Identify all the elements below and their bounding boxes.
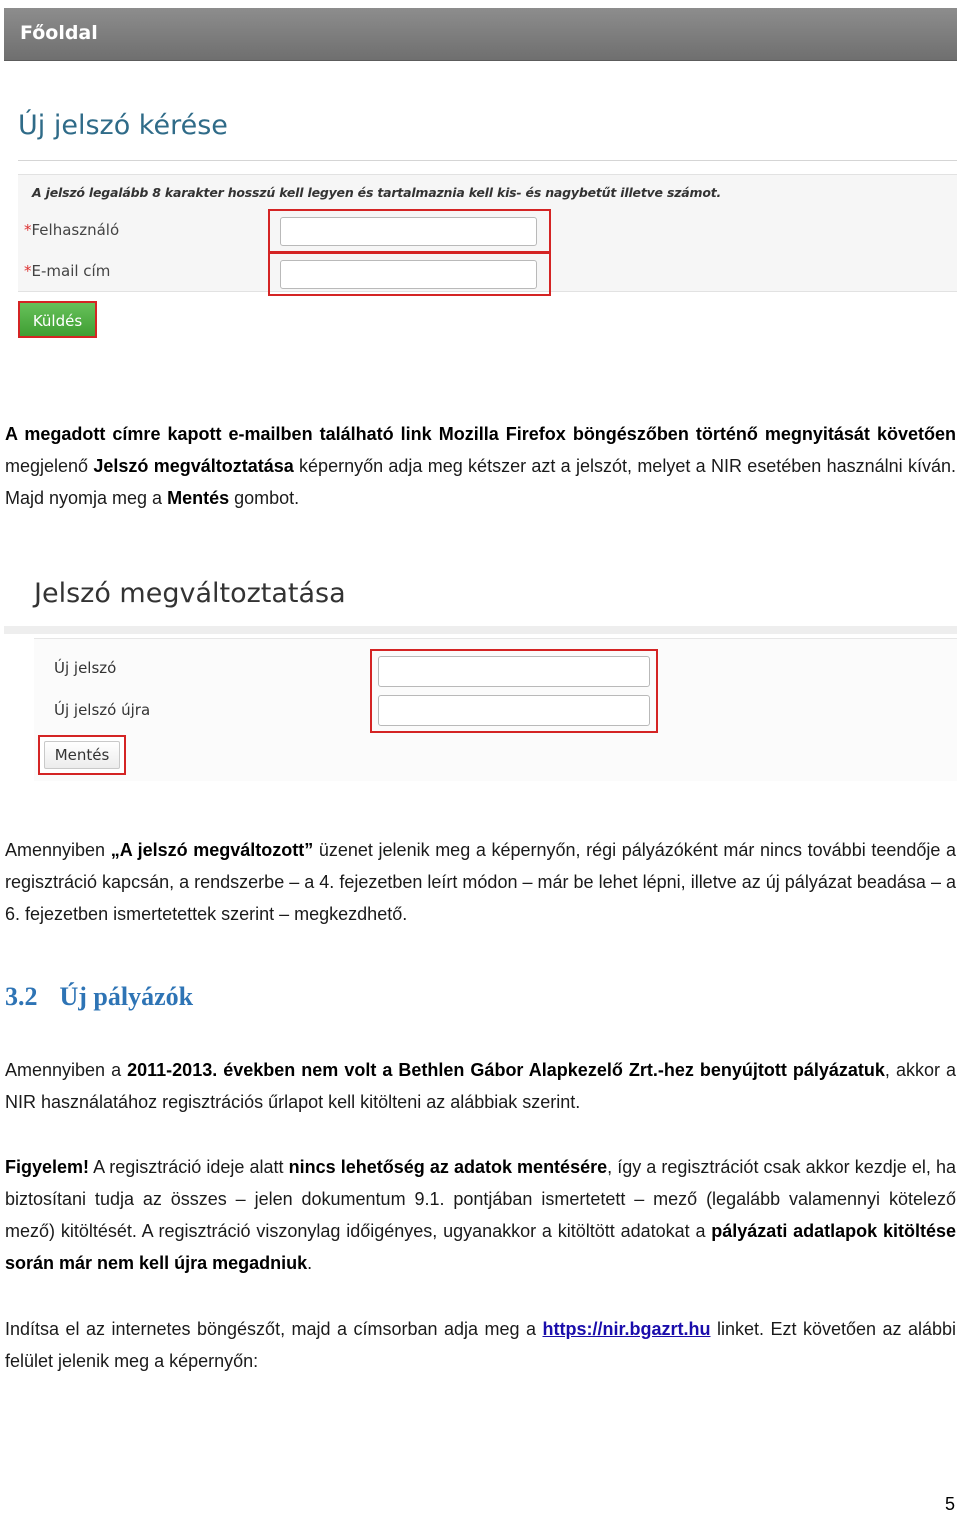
change-password-title: Jelszó megváltoztatása bbox=[34, 578, 346, 609]
email-input[interactable] bbox=[280, 260, 537, 289]
new-password-again-label: Új jelszó újra bbox=[54, 701, 151, 719]
title-divider bbox=[18, 160, 957, 161]
change-password-screenshot bbox=[4, 548, 957, 780]
username-highlight bbox=[268, 209, 551, 253]
section-heading bbox=[5, 982, 193, 1012]
nir-link[interactable]: https://nir.bgazrt.hu bbox=[542, 1319, 711, 1339]
home-nav-link[interactable]: Főoldal bbox=[20, 22, 98, 44]
save-button[interactable] bbox=[38, 735, 126, 775]
section-title: Új pályázók bbox=[59, 982, 194, 1011]
page-number: 5 bbox=[944, 1494, 955, 1514]
title-bar bbox=[4, 626, 957, 634]
required-mark: * bbox=[24, 262, 32, 280]
intro-paragraph: A megadott címre kapott e-mailben található link Mozilla Firefox böngészőben történő megnyitását követően megjelenő Jelszó megváltoztatása képernyőn adja meg kétszer azt a jelszót, melyet a NIR esetében használni kíván. Majd nyomja meg a Mentés gombot. bbox=[5, 424, 956, 508]
password-fields-highlight bbox=[370, 649, 658, 733]
email-highlight bbox=[268, 252, 551, 296]
new-applicants-paragraph: Amennyiben a 2011-2013. években nem volt a Bethlen Gábor Alapkezelő Zrt.-hez benyújtott pályázatuk, akkor a NIR használatához regisztrációs űrlapot kell kitölteni az alábbiak szerint. bbox=[5, 1060, 956, 1112]
username-input[interactable] bbox=[280, 217, 537, 246]
username-label: *Felhasználó bbox=[24, 221, 120, 239]
save-button-label: Mentés bbox=[44, 741, 120, 769]
after-change-paragraph: Amennyiben „A jelszó megváltozott” üzenet jelenik meg a képernyőn, régi pályázóként már nincs további teendője a regisztráció kapcsán, a rendszerbe – a 4. fejezetben leírt módon – már be lehet lépni, illetve az új pályázat beadása – a 6. fejezetben ismertetettek szerint – megkezdhető. bbox=[5, 840, 957, 924]
send-button[interactable]: Küldés bbox=[18, 301, 97, 338]
new-password-again-input[interactable] bbox=[378, 695, 650, 726]
warning-paragraph: Figyelem! A regisztráció ideje alatt nincs lehetőség az adatok mentésére, így a regisztrációt csak akkor kezdje el, ha biztosítani tudja az összes – jelen dokumentum 9.1. pontjában ismertetett – mező (legalább valamennyi kötelező mező) kitöltését. A regisztráció viszonylag időigényes, ugyanakkor a kitöltött adatokat a pályázati adatlapok kitöltése során már nem kell újra megadniuk. bbox=[5, 1157, 957, 1273]
required-mark: * bbox=[24, 221, 32, 239]
password-request-form bbox=[18, 174, 957, 292]
start-paragraph: Indítsa el az internetes böngészőt, majd a címsorban adja meg a https://nir.bgazrt.hu linket. Ezt követően az alábbi felület jelenik meg a képernyőn: bbox=[5, 1319, 957, 1371]
email-label: *E-mail cím bbox=[24, 262, 111, 280]
top-nav-bar bbox=[4, 8, 957, 61]
password-rule-hint: A jelszó legalább 8 karakter hosszú kell legyen és tartalmaznia kell kis- és nagybetűt illetve számot. bbox=[32, 185, 722, 200]
section-number: 3.2 bbox=[5, 982, 38, 1011]
new-password-input[interactable] bbox=[378, 656, 650, 687]
change-password-form bbox=[34, 638, 957, 781]
password-request-title: Új jelszó kérése bbox=[18, 110, 228, 141]
password-request-screenshot bbox=[4, 8, 957, 348]
new-password-label: Új jelszó bbox=[54, 659, 117, 677]
